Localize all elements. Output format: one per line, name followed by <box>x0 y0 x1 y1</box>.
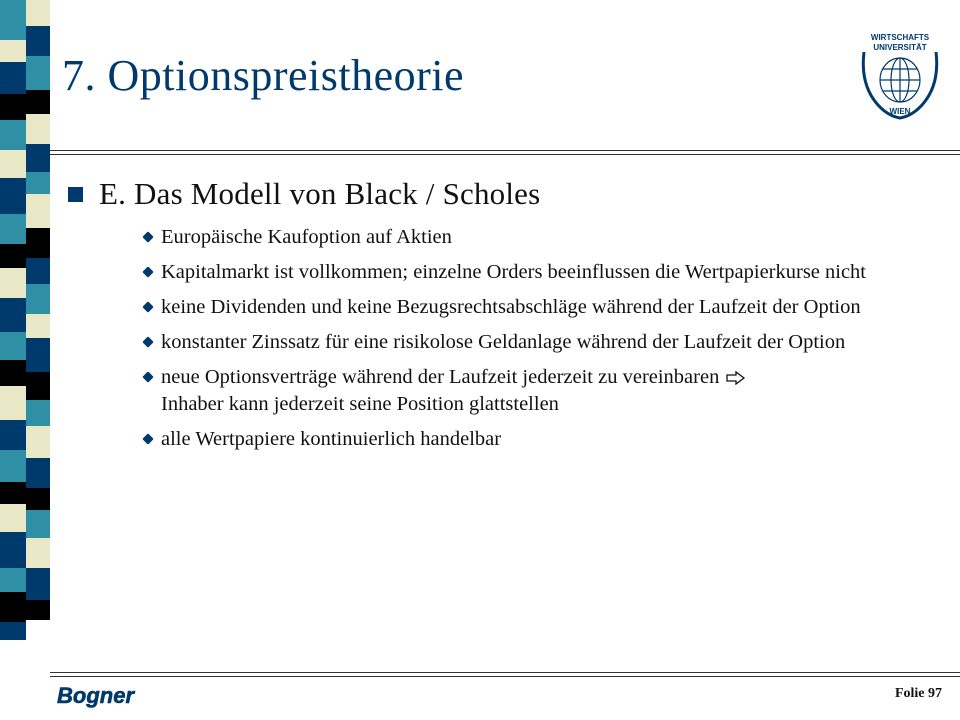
header-divider <box>50 150 960 151</box>
stripe-segment <box>26 258 50 284</box>
stripe-segment <box>26 114 50 144</box>
stripe-segment <box>26 372 50 400</box>
stripe-segment <box>0 568 26 592</box>
stripe-segment <box>26 338 50 372</box>
stripe-segment <box>0 120 26 150</box>
slide-content <box>68 176 953 461</box>
stripe-segment <box>0 150 26 178</box>
header-divider-secondary <box>50 154 960 155</box>
section-heading <box>68 176 953 212</box>
diamond-bullet-icon <box>142 231 153 242</box>
diamond-bullet-icon <box>142 301 153 312</box>
list-item <box>161 329 953 356</box>
stripe-segment <box>26 426 50 458</box>
bullet-text: Europäische Kaufoption auf Aktien <box>161 226 452 248</box>
list-item <box>161 426 953 453</box>
outline-arrow-right-icon <box>726 371 746 385</box>
stripe-segment <box>0 62 26 94</box>
stripe-segment <box>0 332 26 360</box>
footer-divider <box>50 672 960 673</box>
stripe-segment <box>0 420 26 450</box>
stripe-segment <box>26 314 50 338</box>
bullet-text: neue Optionsverträge während der Laufzeit jederzeit zu vereinbaren <box>161 366 720 388</box>
brand-logo-text: Bogner <box>57 683 134 708</box>
square-bullet-icon <box>68 187 83 202</box>
globe-icon <box>880 58 920 102</box>
stripe-segment <box>26 458 50 488</box>
stripe-segment <box>26 284 50 314</box>
logo-text-line1: WIRTSCHAFTS <box>870 33 930 42</box>
stripe-segment <box>26 144 50 172</box>
stripe-segment <box>0 40 26 62</box>
university-logo <box>858 30 942 122</box>
bullet-list <box>68 224 953 453</box>
stripe-column-right <box>26 0 50 720</box>
bullet-text: Kapitalmarkt ist vollkommen; einzelne Orders beeinflussen die Wertpapierkurse nicht <box>161 261 867 283</box>
stripe-segment <box>0 214 26 244</box>
stripe-segment <box>0 94 26 120</box>
diamond-bullet-icon <box>142 371 153 382</box>
stripe-segment <box>0 360 26 386</box>
stripe-segment <box>0 386 26 420</box>
stripe-segment <box>0 482 26 504</box>
stripe-segment <box>26 194 50 228</box>
stripe-segment <box>26 228 50 258</box>
diamond-bullet-icon <box>142 336 153 347</box>
stripe-segment <box>26 600 50 620</box>
stripe-segment <box>0 450 26 482</box>
brand-logo <box>55 680 145 710</box>
bullet-text: alle Wertpapiere kontinuierlich handelbar <box>161 428 502 450</box>
slide-number: Folie 97 <box>894 686 942 701</box>
list-item <box>161 364 953 418</box>
bullet-text: konstanter Zinssatz für eine risikolose Geldanlage während der Laufzeit der Option <box>161 331 846 353</box>
stripe-segment <box>26 56 50 90</box>
diamond-bullet-icon <box>142 266 153 277</box>
stripe-segment <box>0 268 26 298</box>
slide-title: 7. Optionspreistheorie <box>62 51 465 100</box>
stripe-segment <box>0 532 26 568</box>
stripe-segment <box>26 538 50 568</box>
stripe-segment <box>0 622 26 640</box>
bullet-text-continuation: Inhaber kann jederzeit seine Position glattstellen <box>161 393 559 415</box>
footer-divider-secondary <box>50 676 960 677</box>
list-item <box>161 259 953 286</box>
stripe-segment <box>26 172 50 194</box>
stripe-segment <box>0 178 26 214</box>
logo-text-line2: UNIVERSITÄT <box>873 43 927 52</box>
stripe-segment <box>26 510 50 538</box>
stripe-segment <box>26 26 50 56</box>
logo-text-line3: WIEN <box>889 107 911 116</box>
bullet-text: keine Dividenden und keine Bezugsrechtsabschläge während der Laufzeit der Option <box>161 296 861 318</box>
diamond-bullet-icon <box>142 433 153 444</box>
decorative-stripe-bar <box>0 0 50 720</box>
stripe-segment <box>26 568 50 600</box>
stripe-segment <box>26 400 50 426</box>
list-item <box>161 294 953 321</box>
stripe-segment <box>0 504 26 532</box>
stripe-column-left <box>0 0 26 720</box>
list-item <box>161 224 953 251</box>
section-heading-text: E. Das Modell von Black / Scholes <box>99 176 541 211</box>
stripe-segment <box>0 592 26 622</box>
stripe-segment <box>0 298 26 332</box>
stripe-segment <box>26 0 50 26</box>
stripe-segment <box>0 244 26 268</box>
stripe-segment <box>26 488 50 510</box>
stripe-segment <box>0 0 26 40</box>
stripe-segment <box>26 90 50 114</box>
